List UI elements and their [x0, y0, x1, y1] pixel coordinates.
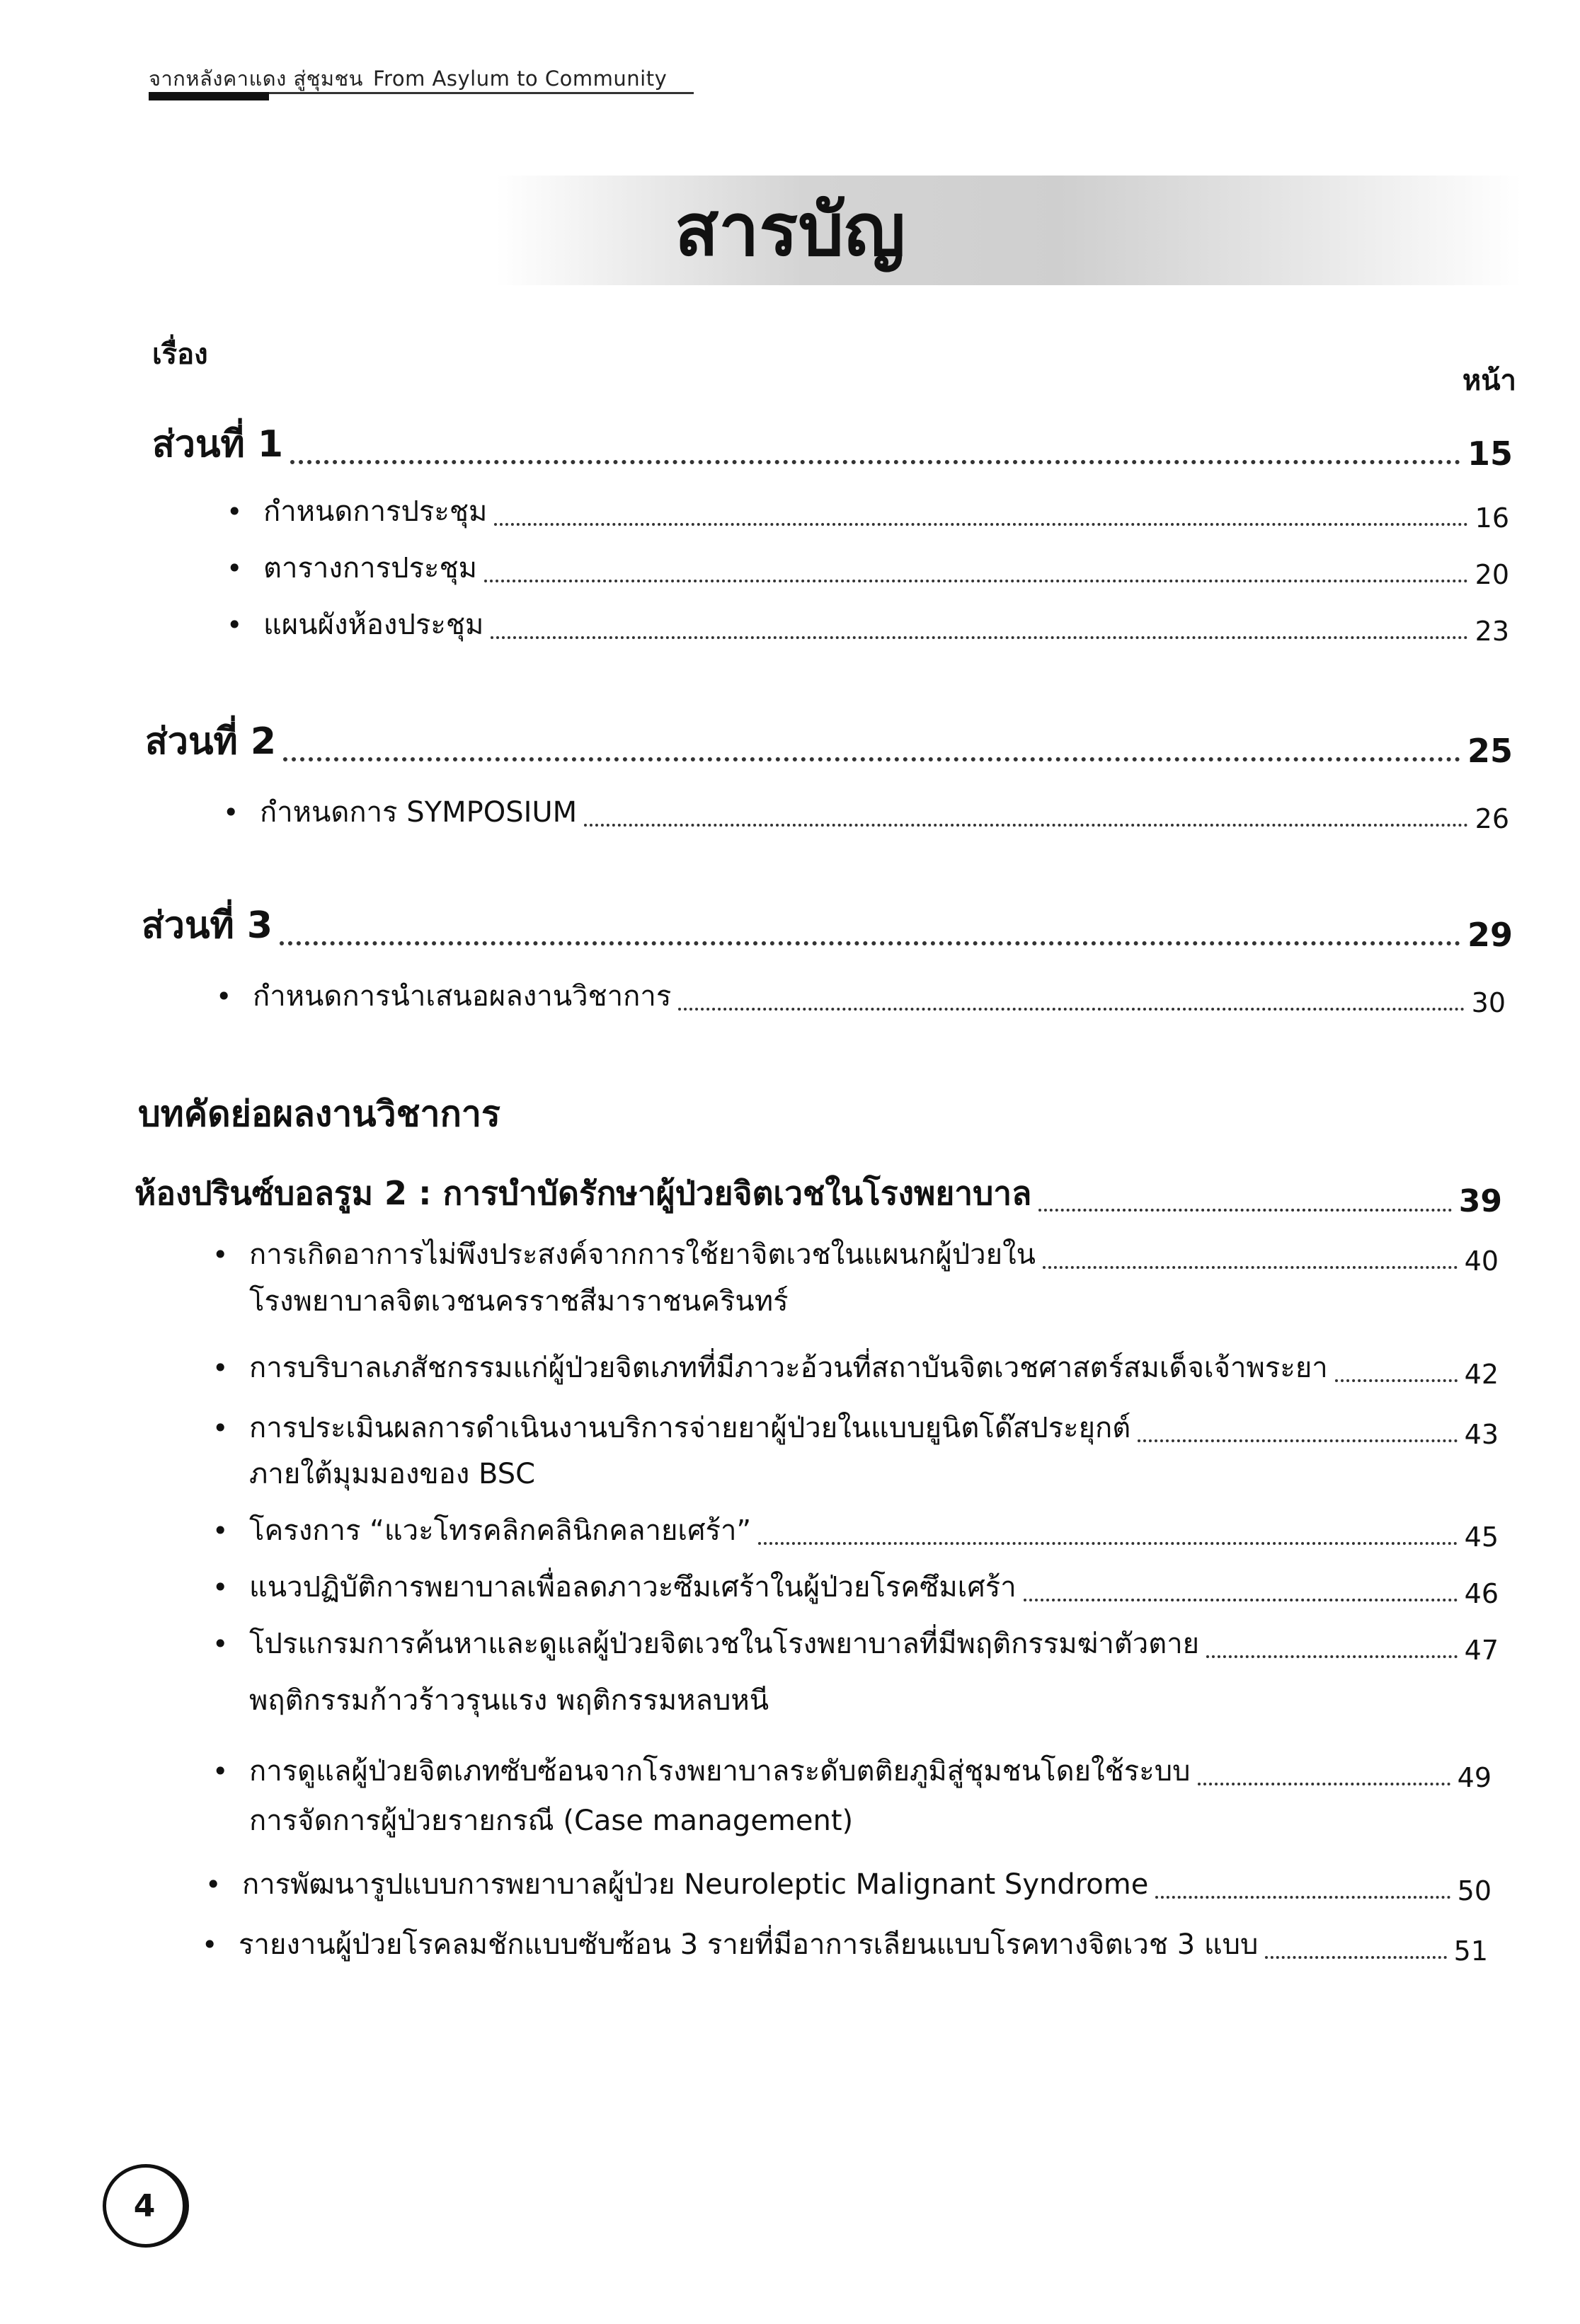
- dot-leader: [1265, 1956, 1446, 1959]
- toc-item-title: • โปรแกรมการค้นหาและดูแลผู้ป่วยจิตเวชในโรงพยาบาลที่มีพฤติกรรมฆ่าตัวตาย: [212, 1621, 1199, 1666]
- toc-item-title: • การเกิดอาการไม่พึงประสงค์จากการใช้ยาจิตเวชในแผนกผู้ป่วยใน: [212, 1231, 1036, 1277]
- dot-leader: [491, 636, 1467, 639]
- toc-item[interactable]: [205, 1861, 1492, 1906]
- toc-item-page: 51: [1453, 1935, 1488, 1967]
- toc-item[interactable]: [212, 1231, 1499, 1277]
- toc-item[interactable]: [212, 1748, 1492, 1793]
- toc-section-2[interactable]: [145, 711, 1513, 770]
- toc-item-title: • การบริบาลเภสัชกรรมแก่ผู้ป่วยจิตเภทที่มีภาวะอ้วนที่สถาบันจิตเวชศาสตร์สมเด็จเจ้าพระยา: [212, 1345, 1328, 1390]
- toc-item-continuation: ภายใต้มุมมองของ BSC: [249, 1458, 536, 1490]
- column-label-page: หน้า: [1462, 364, 1516, 397]
- toc-item-page: 20: [1475, 559, 1509, 590]
- toc-section-1[interactable]: [152, 414, 1513, 473]
- section-title: ส่วนที่ 2: [145, 720, 277, 763]
- section-title: ส่วนที่ 1: [152, 423, 284, 466]
- toc-item-title: • กำหนดการนำเสนอผลงานวิชาการ: [216, 973, 671, 1018]
- toc-item[interactable]: [227, 488, 1509, 534]
- toc-item-page: 50: [1457, 1875, 1492, 1906]
- toc-item-title: • ตารางการประชุม: [227, 545, 477, 590]
- dot-leader: [1198, 1783, 1450, 1785]
- toc-item-page: 26: [1475, 803, 1509, 834]
- running-title-en: From Asylum to Community: [372, 67, 668, 91]
- toc-item-page: 46: [1464, 1578, 1499, 1609]
- section-page: 25: [1467, 732, 1513, 770]
- dot-leader: [678, 1008, 1464, 1011]
- section-page: 15: [1467, 435, 1513, 473]
- toc-item-continuation: การจัดการผู้ป่วยรายกรณี (Case management): [249, 1805, 854, 1837]
- toc-item[interactable]: [202, 1921, 1488, 1967]
- toc-item-title: • แนวปฏิบัติการพยาบาลเพื่อลดภาวะซึมเศร้าในผู้ป่วยโรคซึมเศร้า: [212, 1564, 1017, 1609]
- toc-item[interactable]: [227, 602, 1509, 647]
- dot-leader: [584, 824, 1467, 827]
- toc-item-page: 45: [1464, 1521, 1499, 1553]
- running-title-th: จากหลังคาแดง สู่ชุมชน: [149, 67, 363, 91]
- running-header: [149, 62, 667, 95]
- toc-room-section[interactable]: [134, 1168, 1502, 1219]
- room-title: ห้องปรินซ์บอลรูม 2 : การบำบัดรักษาผู้ป่วยจิตเวชในโรงพยาบาล: [134, 1174, 1032, 1212]
- toc-item-page: 47: [1464, 1635, 1499, 1666]
- dot-leader: [494, 523, 1467, 526]
- toc-item-page: 42: [1464, 1359, 1499, 1390]
- dot-leader: [280, 941, 1460, 945]
- toc-item-title: • กำหนดการ SYMPOSIUM: [223, 789, 577, 834]
- section-title: ส่วนที่ 3: [142, 904, 273, 947]
- toc-item[interactable]: [227, 545, 1509, 590]
- toc-item[interactable]: [223, 789, 1509, 834]
- page-title: สารบัญ: [675, 188, 905, 272]
- dot-leader: [1206, 1655, 1458, 1658]
- dot-leader: [1138, 1439, 1457, 1442]
- toc-item-title: • รายงานผู้ป่วยโรคลมชักแบบซับซ้อน 3 รายที่มีอาการเลียนแบบโรคทางจิตเวช 3 แบบ: [202, 1921, 1258, 1967]
- toc-item[interactable]: [212, 1564, 1499, 1609]
- dot-leader: [1335, 1379, 1458, 1382]
- toc-item[interactable]: [212, 1405, 1499, 1450]
- page-number-badge: 4: [103, 2164, 189, 2248]
- toc-item-page: 49: [1457, 1762, 1492, 1793]
- room-page: 39: [1458, 1183, 1502, 1219]
- toc-item-page: 43: [1464, 1419, 1499, 1450]
- toc-item-title: • แผนผังห้องประชุม: [227, 602, 483, 647]
- dot-leader: [290, 460, 1460, 464]
- toc-section-3[interactable]: [142, 895, 1513, 954]
- dot-leader: [758, 1542, 1458, 1545]
- toc-item-title: • การดูแลผู้ป่วยจิตเภทซับซ้อนจากโรงพยาบาลระดับตติยภูมิสู่ชุมชนโดยใช้ระบบ: [212, 1748, 1191, 1793]
- dot-leader: [1038, 1209, 1451, 1212]
- dot-leader: [283, 757, 1460, 761]
- toc-item-title: • การประเมินผลการดำเนินงานบริการจ่ายยาผู้ป่วยในแบบยูนิตโด๊สประยุกต์: [212, 1405, 1130, 1450]
- dot-leader: [1155, 1896, 1450, 1899]
- toc-item-page: 16: [1475, 502, 1509, 534]
- toc-item-continuation: พฤติกรรมก้าวร้าวรุนแรง พฤติกรรมหลบหนี: [249, 1684, 769, 1717]
- toc-item-title: • กำหนดการประชุม: [227, 488, 487, 534]
- section-page: 29: [1467, 916, 1513, 954]
- toc-item[interactable]: [216, 973, 1506, 1018]
- column-label-story: เรื่อง: [152, 338, 208, 371]
- toc-item-page: 40: [1464, 1246, 1499, 1277]
- toc-item[interactable]: [212, 1507, 1499, 1553]
- toc-item-title: • การพัฒนารูปแบบการพยาบาลผู้ป่วย Neuroleptic Malignant Syndrome: [205, 1861, 1148, 1906]
- toc-item[interactable]: [212, 1345, 1499, 1390]
- abstracts-heading: บทคัดย่อผลงานวิชาการ: [138, 1093, 500, 1134]
- toc-item-continuation: โรงพยาบาลจิตเวชนครราชสีมาราชนครินทร์: [249, 1285, 789, 1318]
- dot-leader: [484, 580, 1468, 582]
- toc-item-page: 30: [1471, 987, 1506, 1018]
- toc-item-page: 23: [1475, 616, 1509, 647]
- toc-item-title: • โครงการ “แวะโทรคลิกคลินิกคลายเศร้า”: [212, 1507, 751, 1553]
- dot-leader: [1043, 1266, 1458, 1269]
- toc-item[interactable]: [212, 1621, 1499, 1666]
- dot-leader: [1024, 1599, 1458, 1601]
- header-accent-bar: [149, 92, 269, 100]
